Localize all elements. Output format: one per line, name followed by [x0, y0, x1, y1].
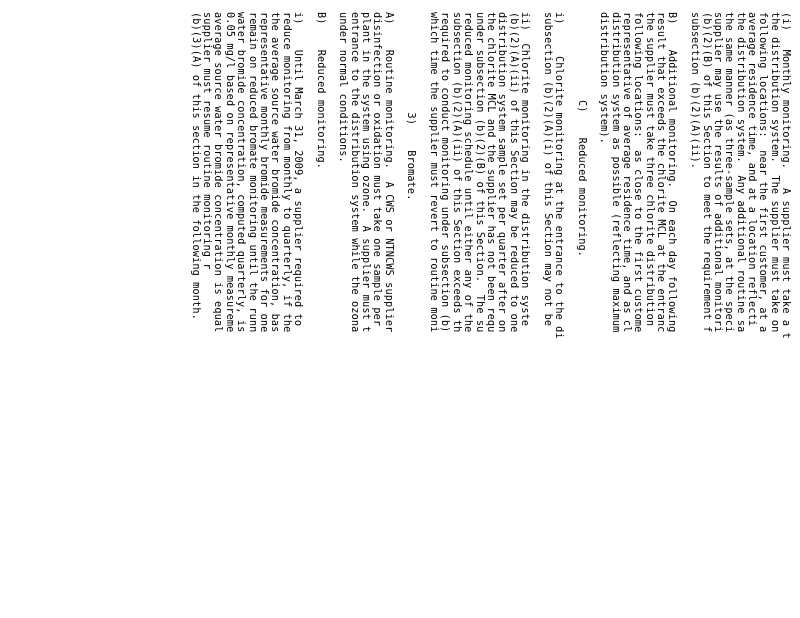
text-line: B) Reduced monitoring. — [314, 12, 326, 170]
text-line: subsection (b)(2)(A)(i) of this Section may not be — [541, 12, 553, 327]
text-line: under normal conditions. — [337, 12, 349, 163]
text-line: reduce monitoring from monthly to quarterly, if the — [280, 12, 292, 333]
text-line: average source water bromide concentration is equal — [212, 12, 224, 333]
text-line: distribution system). — [598, 12, 610, 144]
text-line: the supplier must take three chlorite distribution — [643, 12, 655, 327]
text-line: (i) Monthly monitoring. A supplier must take a t — [780, 12, 791, 339]
text-line: (b)(2)(B) of this Section to meet the requirement f — [700, 12, 712, 333]
text-line: which time the supplier must revert to routine moni — [428, 12, 440, 333]
text-line: representative monthly bromide measurements for one — [257, 12, 269, 333]
text-line: supplier must resume routine monitoring r — [201, 12, 213, 270]
text-line: following locations: as close to the first custome — [632, 12, 644, 333]
text-line: ii) Chlorite monitoring in the distribution syste — [518, 12, 530, 327]
text-line: the chlorite MCL and the supplier has not been requ — [484, 12, 496, 333]
text-line: distribution system as possible (reflecting maximum — [609, 12, 621, 333]
text-line: i) Until March 31, 2009, a supplier required to — [291, 12, 303, 327]
text-line: under subsection (b)(2)(B) of this Section. The su — [473, 12, 485, 333]
text-line: the same manner (as three-sample sets, at the speci — [723, 12, 735, 333]
text-line: result that exceeds the chlorite MCL at the entranc — [655, 12, 667, 333]
text-line: i) Chlorite monitoring at the entrance to the di — [553, 12, 564, 339]
text-line: the distribution system. Any additional routine sa — [734, 12, 746, 333]
text-line: water bromide concentration, computed quarterly, is — [235, 12, 247, 333]
text-line: entrance to the distribution system while the ozona — [348, 12, 360, 333]
text-line: following locations: near the first customer, at a — [757, 12, 769, 333]
text-line: (b)(3)(A) of this section in the following month. — [189, 12, 201, 320]
text-line: the average source water bromide concentration, bas — [269, 12, 281, 333]
text-line: the distribution system. The supplier must take on — [768, 12, 780, 333]
text-line: average residence time, and at a location reflecti — [745, 12, 757, 327]
text-line: disinfection or oxidation must take one sample per — [371, 12, 383, 327]
text-line: representative of average residence time, and as cl — [621, 12, 633, 333]
text-line: 3) Bromate. — [405, 12, 417, 201]
text-line: B) Additional monitoring. On each day following — [666, 12, 678, 333]
text-line: A) Routine monitoring. A CWS or NTNCWS supplier — [382, 12, 394, 333]
text-line: subsection (b)(2)(A)(ii). — [689, 12, 701, 170]
text-line: supplier may use the results of additional monitori — [711, 12, 723, 333]
text-line: remain on reduced bromate monitoring until the runn — [246, 12, 258, 333]
text-line: reduced monitoring schedule until either any of the — [462, 12, 474, 333]
text-line: 0.05 mg/l based on representative monthly measureme — [223, 12, 235, 333]
text-line: (b)(2)(A)(ii) of this Section may be reduced to one — [507, 12, 519, 333]
text-line: C) Reduced monitoring. — [575, 12, 587, 258]
text-line: subsection (b)(2)(A)(ii) of this Section exceeds th — [450, 12, 462, 333]
text-line: plant in the system using ozone. A supplier must t — [360, 12, 372, 333]
text-line: distribution system sample set per quarter after on — [496, 12, 508, 333]
text-line: required to conduct monitoring under subsection (b) — [439, 12, 451, 333]
